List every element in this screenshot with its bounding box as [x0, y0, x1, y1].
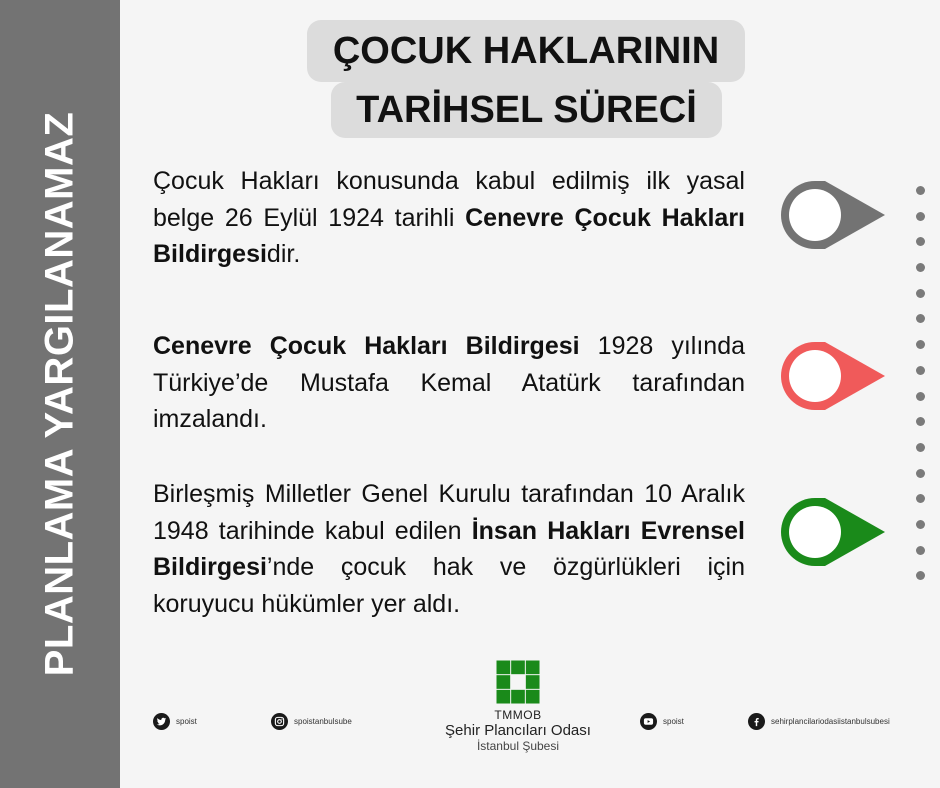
green-pin-icon — [777, 494, 889, 570]
logo-square — [526, 690, 540, 704]
youtube-handle: spoist — [663, 717, 684, 726]
twitter-link[interactable] — [153, 713, 197, 730]
dot-column — [915, 186, 929, 597]
twitter-icon — [153, 713, 170, 730]
dot — [916, 212, 925, 221]
facebook-handle: sehirplancilariodasiistanbulsubesi — [771, 717, 890, 726]
logo-square — [526, 661, 540, 675]
facebook-link[interactable] — [748, 713, 890, 730]
paragraph-1-text: Çocuk Hakları konusunda kabul edilmiş ilk yasal belge 26 Eylül 1924 tarihli — [153, 167, 745, 232]
dot — [916, 340, 925, 349]
logo-square — [526, 675, 540, 689]
logo-square — [511, 675, 525, 689]
dot — [916, 520, 925, 529]
dot — [916, 237, 925, 246]
logo-square — [497, 661, 511, 675]
dot — [916, 263, 925, 272]
instagram-link[interactable] — [271, 713, 352, 730]
sidebar — [0, 0, 120, 788]
dot — [916, 186, 925, 195]
dot — [916, 494, 925, 503]
tmmob-logo-icon — [496, 660, 540, 704]
dot — [916, 443, 925, 452]
paragraph-2-bold: Cenevre Çocuk Hakları Bildirgesi — [153, 332, 580, 360]
instagram-handle: spoistanbulsube — [294, 717, 352, 726]
red-pin-icon — [777, 338, 889, 414]
paragraph-1 — [153, 163, 745, 273]
logo-square — [497, 675, 511, 689]
dot — [916, 546, 925, 555]
organization-line-1: TMMOB — [494, 708, 542, 722]
gray-pin-icon — [777, 177, 889, 253]
title-line-1: ÇOCUK HAKLARININ — [307, 20, 745, 82]
dot — [916, 366, 925, 375]
dot — [916, 469, 925, 478]
paragraph-3 — [153, 476, 745, 622]
instagram-icon — [271, 713, 288, 730]
paragraph-1-suffix: dir. — [266, 240, 301, 268]
facebook-icon — [748, 713, 765, 730]
paragraph-1-bold: Cenevre Çocuk Hakları Bildirgesi — [153, 203, 746, 268]
paragraph-2-suffix: 1928 yılında Türkiye’de Mustafa Kemal Atatürk tarafından imzalandı. — [153, 332, 746, 433]
logo-square — [497, 690, 511, 704]
organization-line-3: İstanbul Şubesi — [476, 739, 560, 753]
paragraph-3-text: Birleşmiş Milletler Genel Kurulu tarafından 10 Aralık 1948 tarihinde kabul edilen — [153, 480, 745, 545]
twitter-handle: spoist — [176, 717, 197, 726]
sidebar-slogan: PLANLAMA YARGILANAMAZ — [37, 111, 82, 677]
dot — [916, 314, 925, 323]
youtube-link[interactable] — [640, 713, 684, 730]
organization-name — [430, 708, 606, 753]
paragraph-3-bold: İnsan Hakları Evrensel Bildirgesi — [153, 516, 745, 581]
organization-line-2: Şehir Plancıları Odası — [445, 722, 591, 739]
title-line-2: TARİHSEL SÜRECİ — [331, 82, 722, 138]
logo-square — [511, 661, 525, 675]
dot — [916, 417, 925, 426]
paragraph-2 — [153, 328, 745, 438]
youtube-icon — [640, 713, 657, 730]
dot — [916, 392, 925, 401]
dot — [916, 571, 925, 580]
paragraph-3-suffix: ’nde çocuk hak ve özgürlükleri için koruyucu hükümler yer aldı. — [153, 553, 745, 618]
logo-square — [511, 690, 525, 704]
dot — [916, 289, 925, 298]
